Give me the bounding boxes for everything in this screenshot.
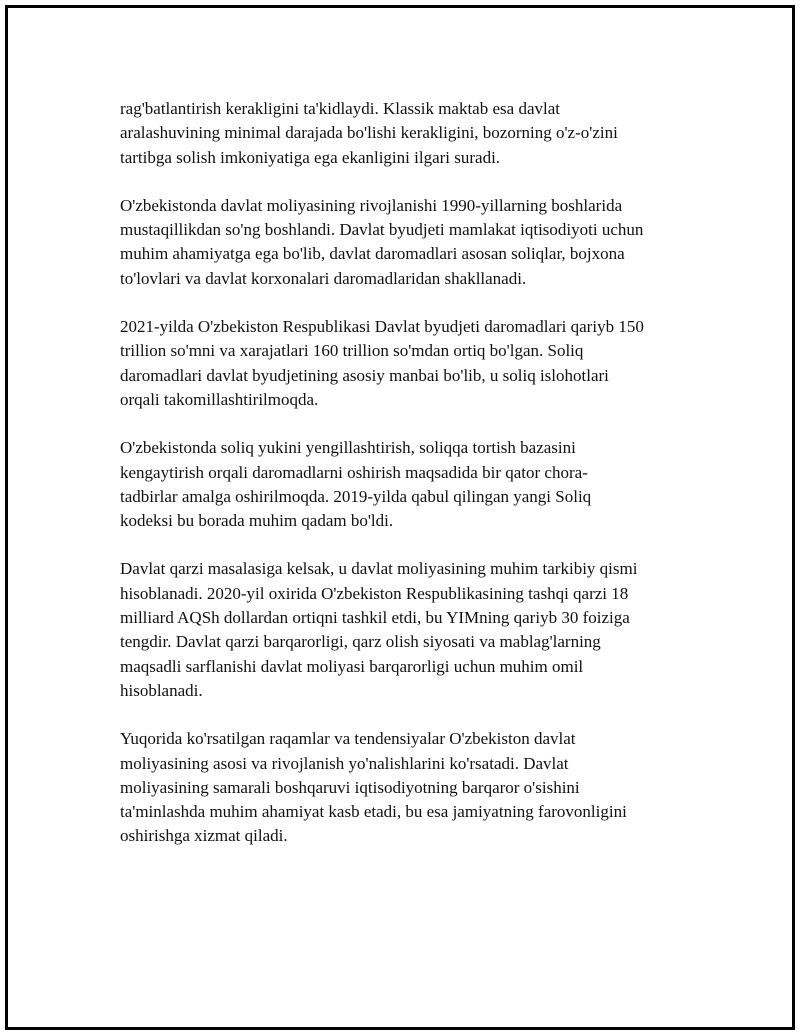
paragraph-6: Yuqorida ko'rsatilgan raqamlar va tendensiyalar O'zbekiston davlat moliyasining asosi va rivojlanish yo'nalishlarini ko'rsatadi. Davlat moliyasining samarali boshqaruvi iqtisodiyotning barqaror o'sishini ta'minlashda muhim ahamiyat kasb etadi, bu esa jamiyatning farovonligini oshirishga xizmat qiladi.: [120, 729, 627, 846]
paragraph-4: O'zbekistonda soliq yukini yengillashtirish, soliqqa tortish bazasini kengaytirish orqali daromadlarni oshirish maqsadida bir qator chora- tadbirlar amalga oshirilmoqda. 2019-yilda qabul qilingan yangi Soliq kodeksi bu borada muhim qadam bo'ldi.: [120, 438, 592, 531]
document-body: [120, 97, 700, 873]
page-frame: [5, 5, 795, 1030]
paragraph-1: rag'batlantirish kerakligini ta'kidlaydi. Klassik maktab esa davlat aralashuvining minimal darajada bo'lishi kerakligini, bozorning o'z-o'zini tartibga solish imkoniyatiga ega ekanligini ilgari suradi.: [120, 99, 618, 167]
paragraph-2: O'zbekistonda davlat moliyasining rivojlanishi 1990-yillarning boshlarida mustaqillikdan so'ng boshlandi. Davlat byudjeti mamlakat iqtisodiyoti uchun muhim ahamiyatga ega bo'lib, davlat daromadlari asosan soliqlar, bojxona to'lovlari va davlat korxonalari daromadlaridan shakllanadi.: [120, 195, 644, 288]
paragraph-5: Davlat qarzi masalasiga kelsak, u davlat moliyasining muhim tarkibiy qismi hisoblanadi. 2020-yil oxirida O'zbekiston Respublikasining tashqi qarzi 18 milliard AQSh dollardan ortiqni tashkil etdi, bu YIMning qariyb 30 foiziga tengdir. Davlat qarzi barqarorligi, qarz olish siyosati va mablag'larning maqsadli sarflanishi davlat moliyasi barqarorligi uchun muhim omil hisoblanadi.: [120, 559, 638, 700]
paragraph-3: 2021-yilda O'zbekiston Respublikasi Davlat byudjeti daromadlari qariyb 150 trillion so'mni va xarajatlari 160 trillion so'mdan ortiq bo'lgan. Soliq daromadlari davlat byudjetining asosiy manbai bo'lib, u soliq islohotlari orqali takomillashtirilmoqda.: [120, 317, 644, 409]
